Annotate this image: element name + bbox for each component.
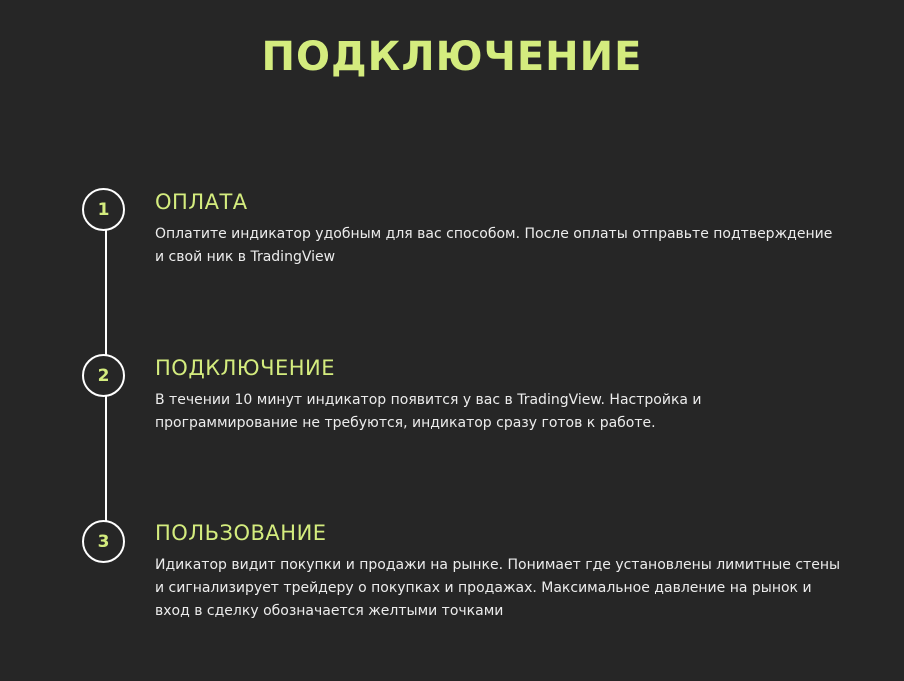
step-title: ОПЛАТА — [155, 190, 248, 214]
step-number-badge: 2 — [82, 354, 125, 397]
step-number-badge: 3 — [82, 520, 125, 563]
step-description: В течении 10 минут индикатор появится у вас в TradingView. Настройка и программирование не требуются, индикатор сразу готов к работе. — [155, 392, 702, 431]
step-description: Идикатор видит покупки и продажи на рынке. Понимает где установлены лимитные стены и сигнализирует трейдеру о покупках и продажах. Максимальное давление на рынок и вход в сделку обозначается желтыми точками — [155, 557, 841, 619]
step-connection — [155, 355, 845, 435]
step-number-badge: 1 — [82, 188, 125, 231]
step-title: ПОДКЛЮЧЕНИЕ — [155, 356, 336, 380]
step-usage — [155, 520, 845, 623]
step-description: Оплатите индикатор удобным для вас способом. После оплаты отправьте подтверждение и свой ник в TradingView — [155, 226, 833, 265]
page-title: ПОДКЛЮЧЕНИЕ — [261, 34, 643, 80]
step-payment — [155, 189, 845, 269]
step-title: ПОЛЬЗОВАНИЕ — [155, 521, 327, 545]
